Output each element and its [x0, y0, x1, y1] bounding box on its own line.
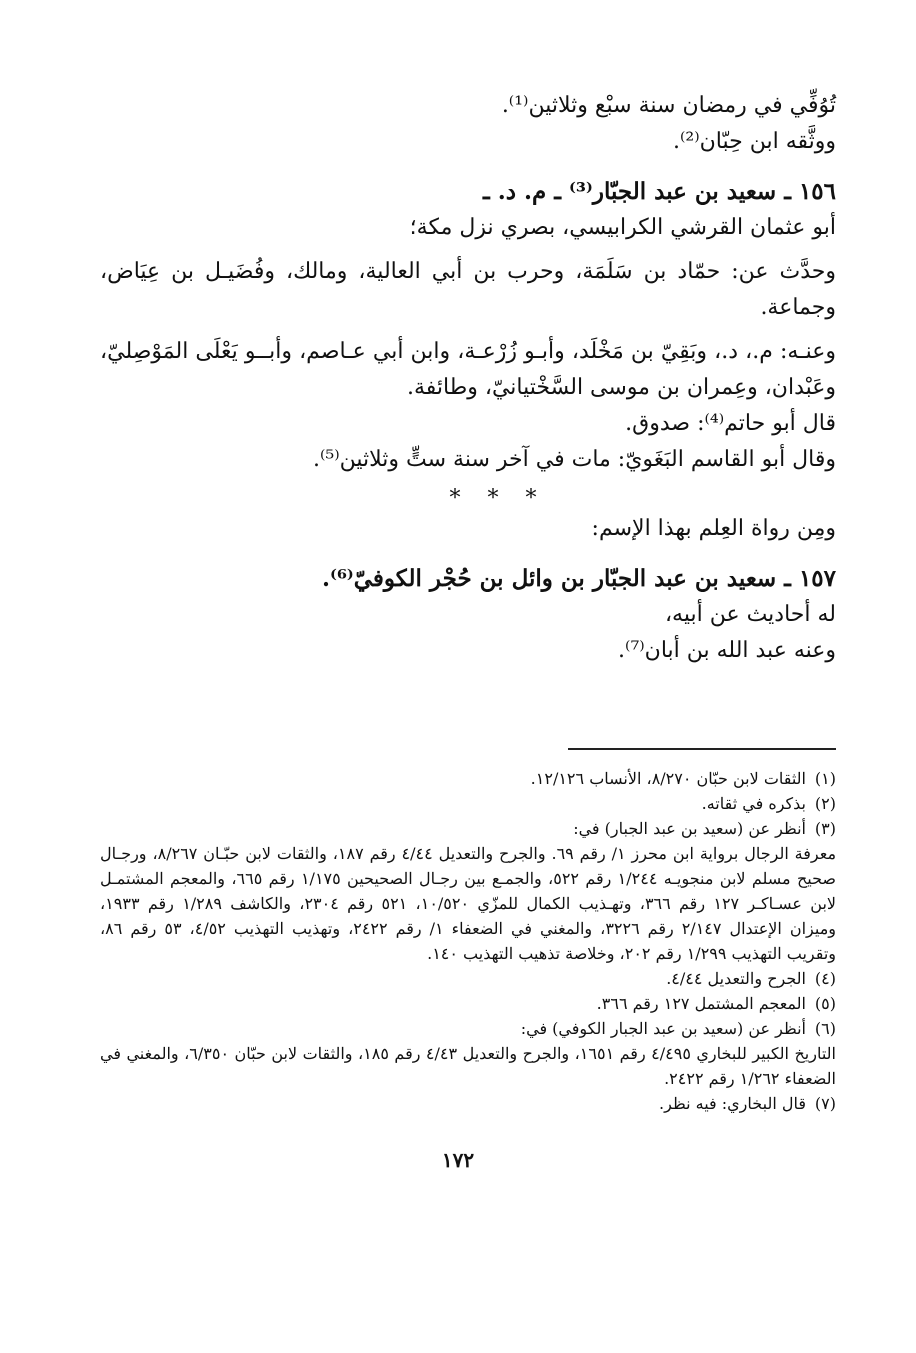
- text-paragraph: وعنـه: م.، د.، وبَقِيّ بن مَخْلَد، وأبـو زُرْعـة، وابن أبي عـاصم، وأبــو يَعْلَى المَوْصِليّ، وعَبْدان، وعِمران بن موسى السَّخْتيانيّ، وطائفة.: [100, 339, 836, 400]
- footnote: (١) الثقات لابن حبّان ٨/٢٧٠، الأنساب ١٢/١٢٦.: [530, 769, 836, 788]
- footnote: (٦) أنظر عن (سعيد بن عبد الجبار الكوفي) في:: [520, 1019, 836, 1038]
- text-paragraph: وحدَّث عن: حمّاد بن سَلَمَة، وحرب بن أبي العالية، ومالك، وفُضَيـل بن عِيَاض، وجماعة.: [100, 259, 836, 320]
- footnote: (٤) الجرح والتعديل ٤/٤٤.: [666, 969, 836, 988]
- footnote: (٧) قال البخاري: فيه نظر.: [659, 1094, 836, 1113]
- footnote: (٣) أنظر عن (سعيد بن عبد الجبار) في:: [573, 819, 836, 838]
- footnote-divider: [568, 748, 836, 750]
- text-line: وعنه عبد الله بن أبان⁽⁷⁾.: [618, 638, 836, 663]
- section-separator: * * *: [449, 486, 547, 511]
- text-line: وقال أبو القاسم البَغَويّ: مات في آخر سنة ستٍّ وثلاثين⁽⁵⁾.: [313, 447, 836, 472]
- footnotes: [100, 766, 836, 1116]
- footnote-body: التاريخ الكبير للبخاري ٤/٤٩٥ رقم ١٦٥١، والجرح والتعديل ٤/٤٣ رقم ١٨٥، والثقات لابن حبّان ٦/٣٥٠، والمغني في الضعفاء ١/٢٦٢ رقم ٢٤٢٢.: [100, 1044, 836, 1088]
- entry-heading-157: ١٥٧ ـ سعيد بن عبد الجبّار بن وائل بن حُجْر الكوفيّ⁽⁶⁾.: [321, 565, 836, 592]
- text-line: ومِن رواة العِلم بهذا الإسم:: [591, 516, 836, 541]
- text-line: له أحاديث عن أبيه،: [664, 602, 836, 627]
- page-number: ١٧٢: [441, 1148, 475, 1172]
- footnote-body: معرفة الرجال برواية ابن محرز ١/ رقم ٦٩. والجرح والتعديل ٤/٤٤ رقم ١٨٧، والثقات لابن حبّـان ٨/٢٦٧، ورجـال صحيح مسلم لابن منجويـه ١/٢٤٤ رقم ٥٢٢، والجمـع بين رجـال الصحيحين ١/١٧٥ رقم ٦٦٥، والمعجم المشتمـل لابن عسـاكـر ١٢٧ رقم ٣٦٦، وتهـذيب الكمال للمزّي ١٠/٥٢٠، ٥٢١ رقم ٢٣٠٤، والكاشف ١/٢٨٩ رقم ١٩٣٣، وميزان الإعتدال ٢/١٤٧ رقم ٣٢٢٦، والمغني في الضعفاء ١/ رقم ٢٤٢٢، وتهذيب التهذيب ٤/٥٢، ٥٣ رقم ٨٦، وتقريب التهذيب ١/٢٩٩ رقم ٢٠٢، وخلاصة تذهيب التهذيب ١٤٠.: [100, 844, 837, 963]
- text-line: تُوُفِّي في رمضان سنة سبْع وثلاثين⁽¹⁾.: [501, 93, 836, 118]
- text-line: أبو عثمان القرشي الكرابيسي، بصري نزل مكة؛: [409, 215, 836, 240]
- text-line: قال أبو حاتم⁽⁴⁾: صدوق.: [625, 411, 836, 436]
- footnote: (٥) المعجم المشتمل ١٢٧ رقم ٣٦٦.: [596, 994, 836, 1013]
- text-line: ووثَّقه ابن حِبّان⁽²⁾.: [673, 129, 836, 154]
- book-page: [100, 88, 836, 1278]
- footnote: (٢) بذكره في ثقاته.: [701, 794, 836, 813]
- entry-heading-156: ١٥٦ ـ سعيد بن عبد الجبّار⁽³⁾ ـ م. د. ـ: [483, 178, 836, 205]
